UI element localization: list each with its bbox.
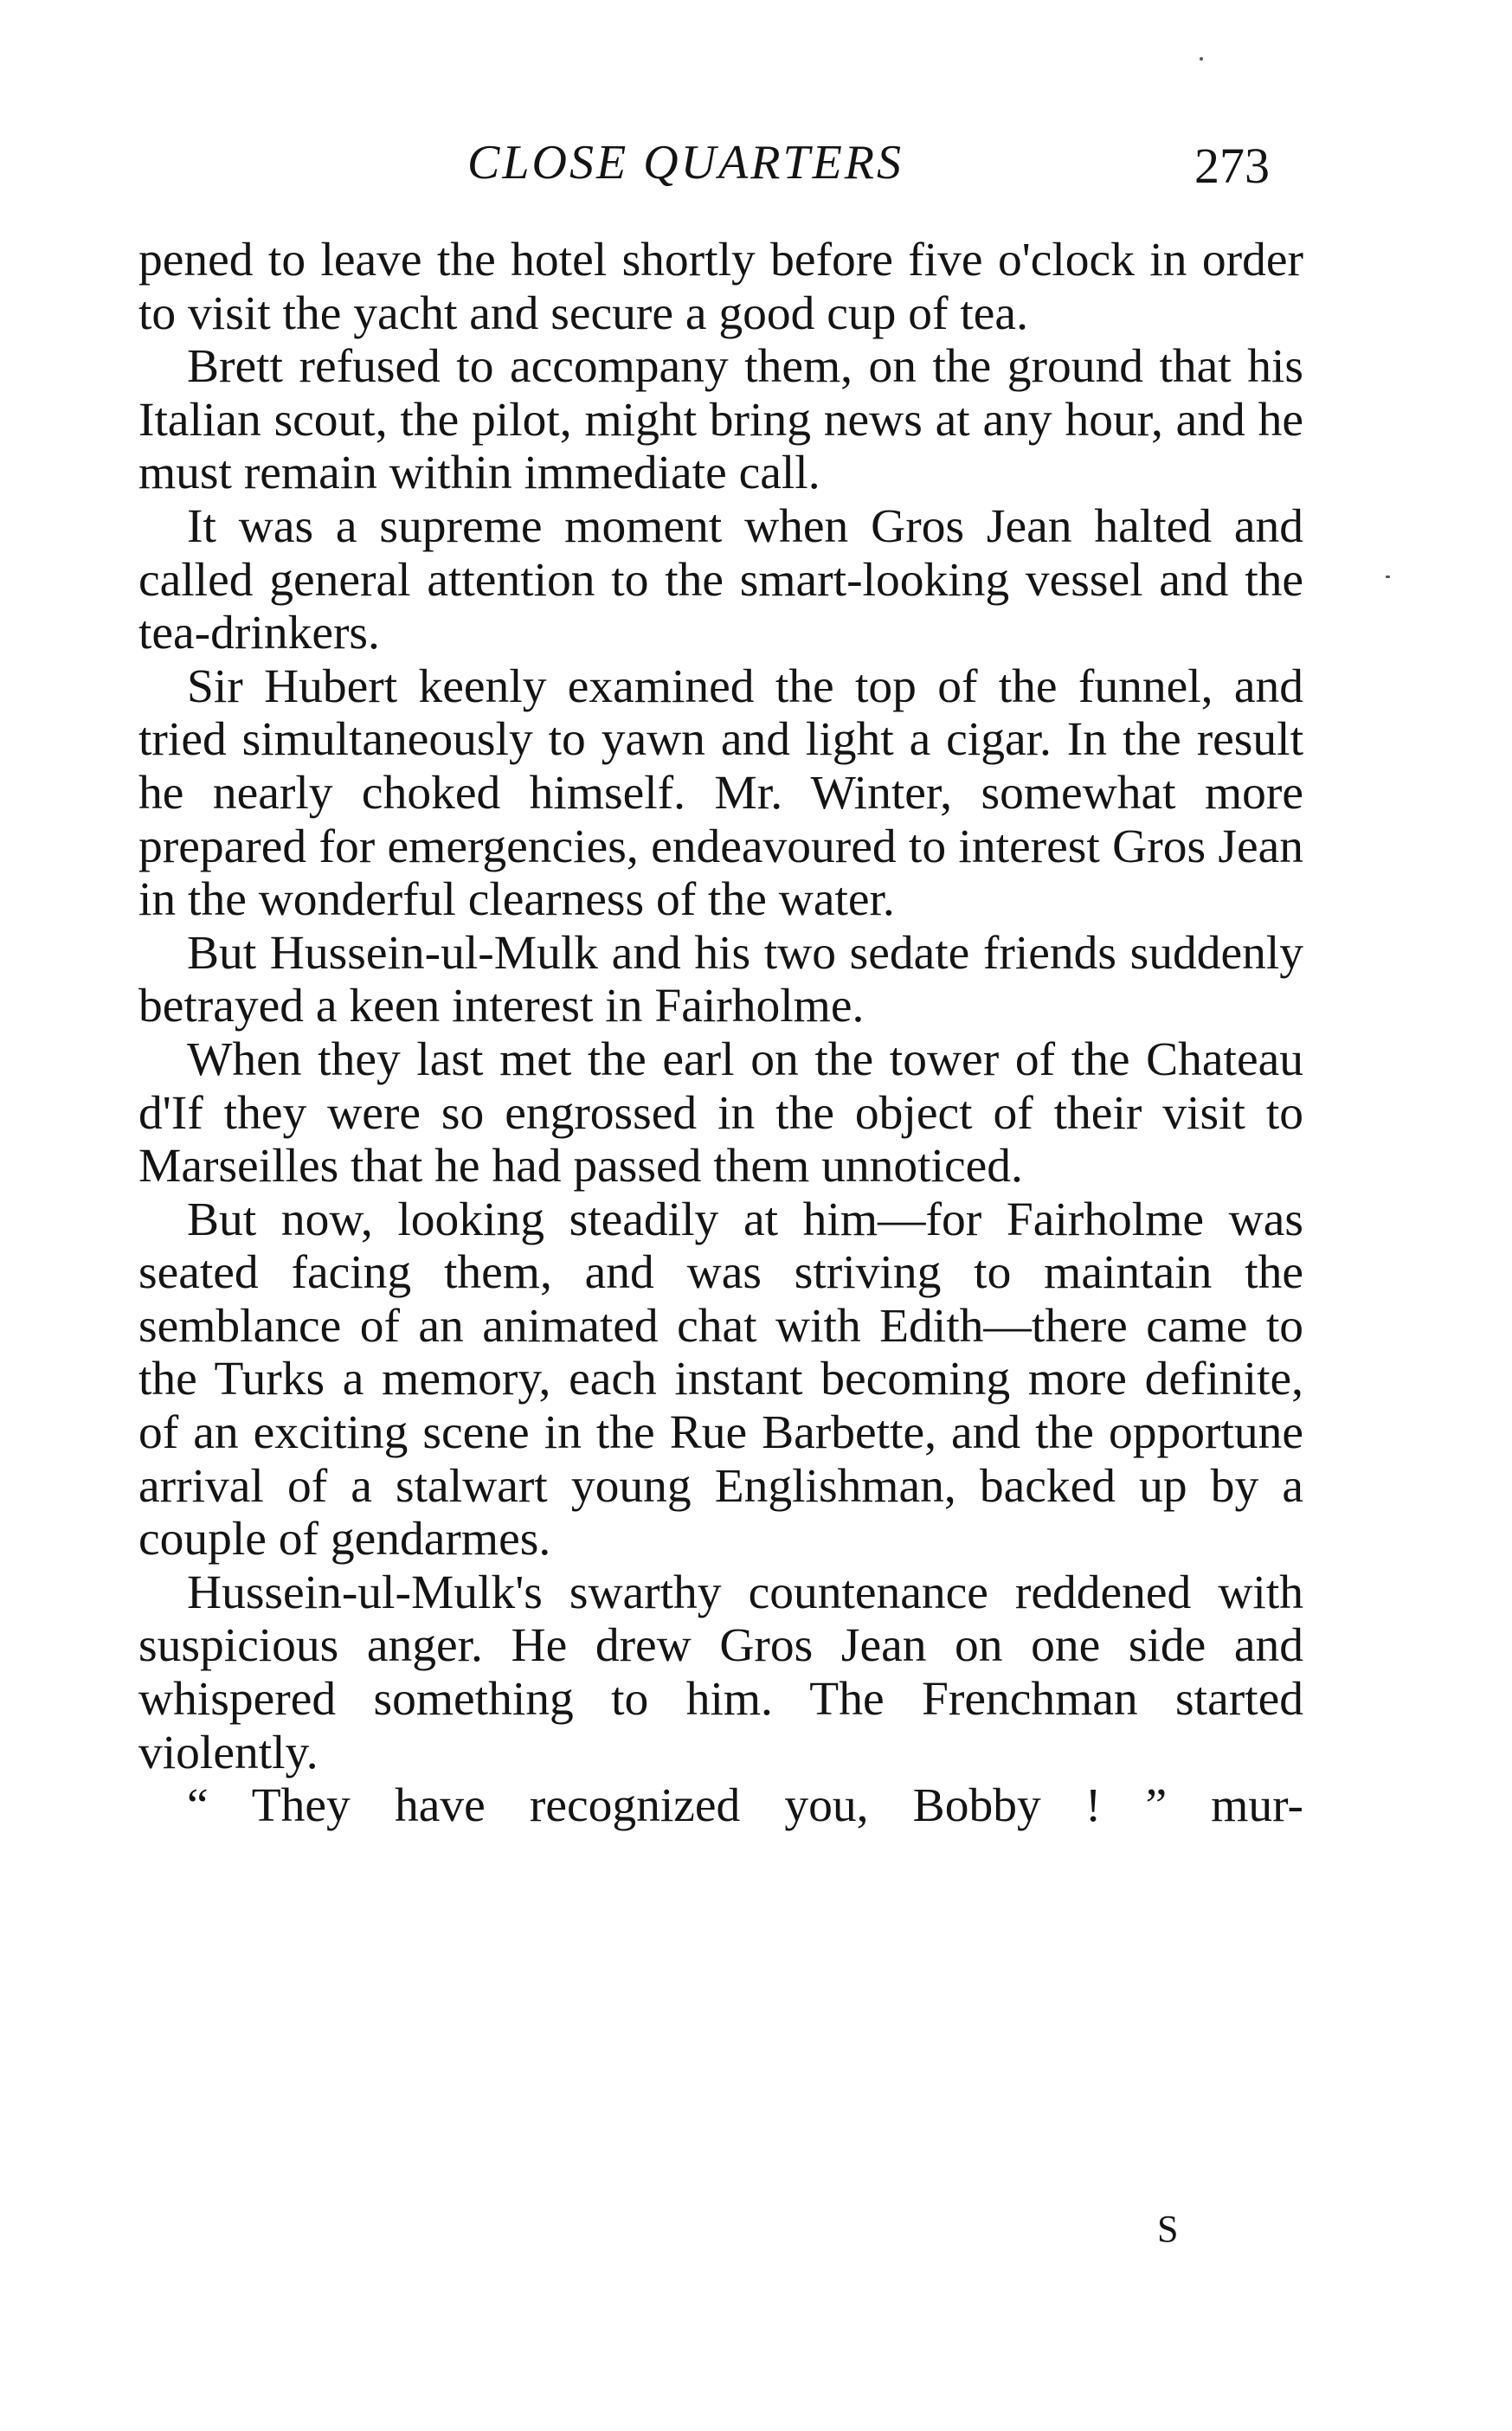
paragraph-1: pened to leave the hotel shortly before five o'clock in order to visit the yacht and secure a good cup of tea.	[138, 234, 1303, 340]
paragraph-8: Hussein-ul-Mulk's swarthy countenance reddened with suspicious anger. He drew Gros Jean on one side and whispered something to him. The Frenchman started violently.	[138, 1566, 1303, 1779]
page-number: 273	[1194, 138, 1270, 194]
paper-speck	[1200, 57, 1203, 61]
paragraph-5: But Hussein-ul-Mulk and his two sedate friends suddenly betrayed a keen interest in Fairholme.	[138, 926, 1303, 1033]
paragraph-4: Sir Hubert keenly examined the top of the funnel, and tried simultaneously to yawn and light a cigar. In the result he nearly choked himself. Mr. Winter, somewhat more prepared for emergencies, endeavoured to interest Gros Jean in the wonderful clearness of the water.	[138, 659, 1303, 927]
paragraph-7: But now, looking steadily at him—for Fairholme was seated facing them, and was striving to maintain the semblance of an animated chat with Edith—there came to the Turks a memory, each instant becoming more definite, of an exciting scene in the Rue Barbette, and the opportune arrival of a stalwart young Englishman, backed up by a couple of gendarmes.	[138, 1193, 1303, 1566]
running-title: CLOSE QUARTERS	[467, 136, 904, 190]
paper-speck	[1386, 576, 1390, 578]
paragraph-9: “ They have recognized you, Bobby ! ” mur-	[187, 1779, 1303, 1833]
paragraph-6: When they last met the earl on the tower of the Chateau d'If they were so engrossed in the object of their visit to Marseilles that he had passed them unnoticed.	[138, 1032, 1303, 1193]
paragraph-3: It was a supreme moment when Gros Jean halted and called general attention to the smart-looking vessel and the tea-drinkers.	[138, 499, 1303, 660]
signature-mark: S	[1157, 2208, 1180, 2250]
running-head	[0, 128, 1512, 197]
paragraph-2: Brett refused to accompany them, on the ground that his Italian scout, the pilot, might bring news at any hour, and he must remain within immediate call.	[138, 340, 1303, 500]
body-text	[138, 234, 1303, 1833]
